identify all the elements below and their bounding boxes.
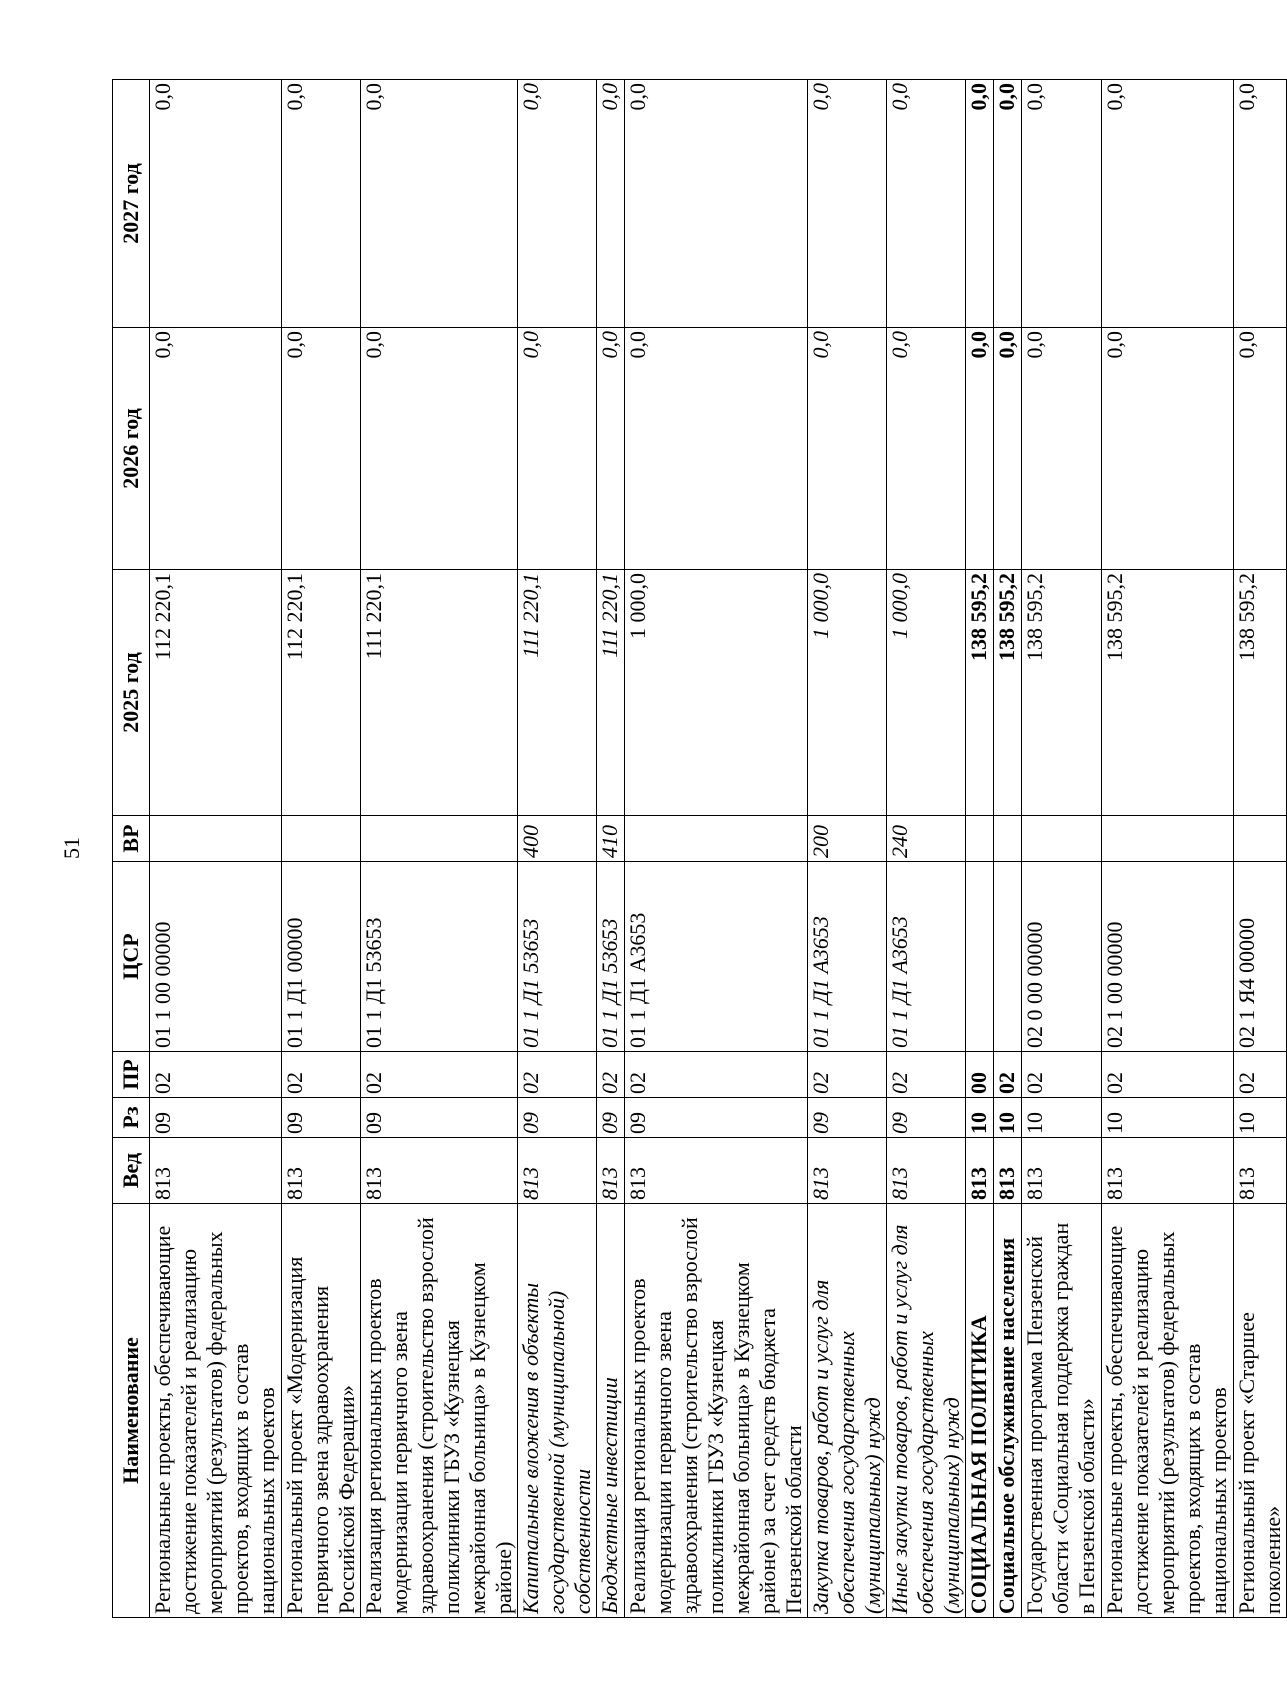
cell-csr — [966, 862, 994, 1052]
cell-name: Региональные проекты, обеспечивающие достижение показателей и реализацию мероприятий (результатов) федеральных проектов, входящих в состав национальных проектов — [150, 1204, 282, 1618]
cell-2025: 1 000,0 — [808, 570, 887, 816]
table-row — [1234, 80, 1287, 1618]
cell-vr — [625, 816, 808, 862]
cell-2026: 0,0 — [518, 328, 597, 570]
cell-pr: 02 — [625, 1052, 808, 1098]
cell-ved: 813 — [994, 1138, 1022, 1204]
cell-csr: 02 0 00 00000 — [1022, 862, 1102, 1052]
cell-name: СОЦИАЛЬНАЯ ПОЛИТИКА — [966, 1204, 994, 1618]
table-row — [361, 80, 518, 1618]
cell-2027: 0,0 — [282, 80, 361, 328]
cell-vr: 200 — [808, 816, 887, 862]
cell-rz: 10 — [1102, 1098, 1234, 1138]
cell-vr: 410 — [597, 816, 625, 862]
table-row — [597, 80, 625, 1618]
cell-2027: 0,0 — [625, 80, 808, 328]
col-header-2025: 2025 год — [113, 570, 150, 816]
table-row — [1022, 80, 1102, 1618]
cell-ved: 813 — [1022, 1138, 1102, 1204]
cell-2027: 0,0 — [150, 80, 282, 328]
cell-2025: 112 220,1 — [282, 570, 361, 816]
cell-csr: 01 1 Д1 00000 — [282, 862, 361, 1052]
cell-vr: 240 — [887, 816, 966, 862]
cell-rz: 09 — [518, 1098, 597, 1138]
cell-name: Социальное обслуживание населения — [994, 1204, 1022, 1618]
cell-rz: 09 — [808, 1098, 887, 1138]
cell-pr: 02 — [597, 1052, 625, 1098]
col-header-pr: ПР — [113, 1052, 150, 1098]
cell-name: Государственная программа Пензенской области «Социальная поддержка граждан в Пензенской области» — [1022, 1204, 1102, 1618]
cell-2027: 0,0 — [887, 80, 966, 328]
cell-ved: 813 — [887, 1138, 966, 1204]
cell-2026: 0,0 — [1022, 328, 1102, 570]
cell-vr — [361, 816, 518, 862]
cell-2027: 0,0 — [1022, 80, 1102, 328]
table-row — [887, 80, 966, 1618]
cell-vr — [1022, 816, 1102, 862]
cell-ved: 813 — [808, 1138, 887, 1204]
col-header-vr: ВР — [113, 816, 150, 862]
cell-ved: 813 — [966, 1138, 994, 1204]
cell-2026: 0,0 — [808, 328, 887, 570]
cell-2027: 0,0 — [1234, 80, 1287, 328]
cell-2027: 0,0 — [597, 80, 625, 328]
cell-pr: 02 — [1234, 1052, 1287, 1098]
cell-2026: 0,0 — [282, 328, 361, 570]
cell-ved: 813 — [1234, 1138, 1287, 1204]
cell-rz: 09 — [597, 1098, 625, 1138]
cell-2027: 0,0 — [966, 80, 994, 328]
cell-pr: 02 — [808, 1052, 887, 1098]
cell-pr: 02 — [1102, 1052, 1234, 1098]
cell-rz: 09 — [150, 1098, 282, 1138]
cell-2027: 0,0 — [518, 80, 597, 328]
cell-ved: 813 — [625, 1138, 808, 1204]
cell-vr — [1234, 816, 1287, 862]
cell-rz: 09 — [625, 1098, 808, 1138]
cell-vr — [1102, 816, 1234, 862]
cell-rz: 10 — [994, 1098, 1022, 1138]
cell-2025: 111 220,1 — [597, 570, 625, 816]
cell-2026: 0,0 — [966, 328, 994, 570]
cell-ved: 813 — [597, 1138, 625, 1204]
cell-2026: 0,0 — [150, 328, 282, 570]
cell-vr — [994, 816, 1022, 862]
cell-ved: 813 — [150, 1138, 282, 1204]
cell-2025: 138 595,2 — [994, 570, 1022, 816]
rotated-table-container — [112, 80, 1285, 1618]
col-header-2027: 2027 год — [113, 80, 150, 328]
cell-2026: 0,0 — [1234, 328, 1287, 570]
cell-rz: 09 — [282, 1098, 361, 1138]
cell-rz: 10 — [966, 1098, 994, 1138]
cell-pr: 02 — [887, 1052, 966, 1098]
cell-name: Региональный проект «Старшее поколение» — [1234, 1204, 1287, 1618]
cell-csr: 01 1 Д1 А3653 — [625, 862, 808, 1052]
cell-csr: 01 1 Д1 53653 — [518, 862, 597, 1052]
cell-name: Капитальные вложения в объекты государственной (муниципальной) собственности — [518, 1204, 597, 1618]
cell-pr: 02 — [361, 1052, 518, 1098]
cell-2027: 0,0 — [994, 80, 1022, 328]
col-header-name: Наименование — [113, 1204, 150, 1618]
cell-2025: 138 595,2 — [1102, 570, 1234, 816]
cell-ved: 813 — [518, 1138, 597, 1204]
cell-pr: 02 — [1022, 1052, 1102, 1098]
cell-name: Региональный проект «Модернизация первичного звена здравоохранения Российской Федерации» — [282, 1204, 361, 1618]
table-row — [282, 80, 361, 1618]
cell-vr — [282, 816, 361, 862]
cell-csr: 01 1 Д1 А3653 — [808, 862, 887, 1052]
cell-csr: 01 1 Д1 53653 — [361, 862, 518, 1052]
cell-name: Закупка товаров, работ и услуг для обеспечения государственных (муниципальных) нужд — [808, 1204, 887, 1618]
cell-ved: 813 — [282, 1138, 361, 1204]
col-header-2026: 2026 год — [113, 328, 150, 570]
cell-csr: 01 1 00 00000 — [150, 862, 282, 1052]
cell-2025: 138 595,2 — [966, 570, 994, 816]
cell-name: Реализация региональных проектов модернизации первичного звена здравоохранения (строительство взрослой поликлиники ГБУЗ «Кузнецкая межрайонная больница» в Кузнецком районе) за счет средств бюджета Пензенской области — [625, 1204, 808, 1618]
cell-ved: 813 — [1102, 1138, 1234, 1204]
cell-2025: 138 595,2 — [1022, 570, 1102, 816]
table-row — [1102, 80, 1234, 1618]
col-header-rz: Рз — [113, 1098, 150, 1138]
header-row — [113, 80, 150, 1618]
table-row — [808, 80, 887, 1618]
table-row — [994, 80, 1022, 1618]
cell-pr: 02 — [994, 1052, 1022, 1098]
cell-rz: 09 — [361, 1098, 518, 1138]
cell-name: Иные закупки товаров, работ и услуг для обеспечения государственных (муниципальных) нужд — [887, 1204, 966, 1618]
cell-2025: 138 595,2 — [1234, 570, 1287, 816]
cell-2027: 0,0 — [1102, 80, 1234, 328]
cell-name: Реализация региональных проектов модернизации первичного звена здравоохранения (строительство взрослой поликлиники ГБУЗ «Кузнецкая межрайонная больница» в Кузнецком районе) — [361, 1204, 518, 1618]
cell-csr: 01 1 Д1 А3653 — [887, 862, 966, 1052]
cell-2027: 0,0 — [361, 80, 518, 328]
page-number: 51 — [59, 837, 84, 859]
table-row — [625, 80, 808, 1618]
cell-rz: 10 — [1234, 1098, 1287, 1138]
cell-2025: 1 000,0 — [887, 570, 966, 816]
cell-2026: 0,0 — [994, 328, 1022, 570]
table-row — [518, 80, 597, 1618]
cell-name: Региональные проекты, обеспечивающие достижение показателей и реализацию мероприятий (результатов) федеральных проектов, входящих в состав национальных проектов — [1102, 1204, 1234, 1618]
cell-pr: 02 — [282, 1052, 361, 1098]
cell-2026: 0,0 — [1102, 328, 1234, 570]
budget-table — [112, 79, 1287, 1618]
col-header-csr: ЦСР — [113, 862, 150, 1052]
cell-2025: 111 220,1 — [518, 570, 597, 816]
cell-ved: 813 — [361, 1138, 518, 1204]
cell-pr: 00 — [966, 1052, 994, 1098]
col-header-ved: Вед — [113, 1138, 150, 1204]
cell-2026: 0,0 — [625, 328, 808, 570]
cell-name: Бюджетные инвестиции — [597, 1204, 625, 1618]
cell-2027: 0,0 — [808, 80, 887, 328]
cell-vr — [150, 816, 282, 862]
cell-2026: 0,0 — [887, 328, 966, 570]
cell-pr: 02 — [518, 1052, 597, 1098]
cell-rz: 10 — [1022, 1098, 1102, 1138]
cell-csr: 02 1 Я4 00000 — [1234, 862, 1287, 1052]
table-row — [150, 80, 282, 1618]
cell-vr: 400 — [518, 816, 597, 862]
cell-2025: 1 000,0 — [625, 570, 808, 816]
cell-csr: 02 1 00 00000 — [1102, 862, 1234, 1052]
cell-csr: 01 1 Д1 53653 — [597, 862, 625, 1052]
cell-csr — [994, 862, 1022, 1052]
cell-rz: 09 — [887, 1098, 966, 1138]
cell-2025: 112 220,1 — [150, 570, 282, 816]
cell-vr — [966, 816, 994, 862]
cell-2026: 0,0 — [361, 328, 518, 570]
table-row — [966, 80, 994, 1618]
cell-pr: 02 — [150, 1052, 282, 1098]
cell-2025: 111 220,1 — [361, 570, 518, 816]
cell-2026: 0,0 — [597, 328, 625, 570]
